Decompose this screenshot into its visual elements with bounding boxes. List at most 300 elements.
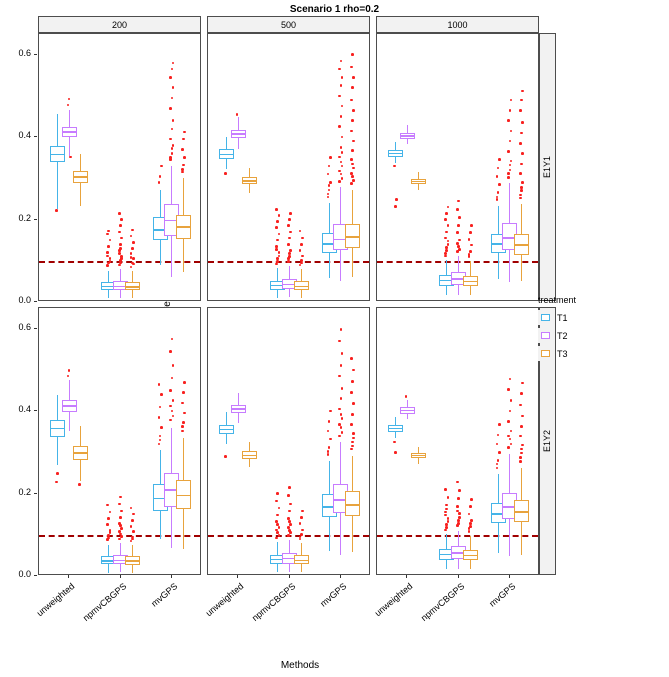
outlier-point xyxy=(496,198,499,201)
outlier-point xyxy=(278,507,281,510)
boxplot-median xyxy=(176,495,191,497)
outlier-point xyxy=(352,432,355,435)
outlier-point xyxy=(520,186,523,189)
outlier-point xyxy=(181,168,184,171)
outlier-point xyxy=(278,534,281,537)
outlier-point xyxy=(444,514,447,517)
x-tick-label: mvGPS xyxy=(149,581,180,609)
outlier-point xyxy=(520,392,523,395)
outlier-point xyxy=(352,109,355,112)
outlier-point xyxy=(498,158,501,161)
outlier-point xyxy=(521,382,524,385)
outlier-point xyxy=(340,173,343,176)
outlier-point xyxy=(276,523,279,526)
legend-label: T2 xyxy=(557,330,568,341)
outlier-point xyxy=(470,498,473,501)
facet-strip-row: E1Y1 xyxy=(539,33,556,301)
outlier-point xyxy=(118,538,121,541)
outlier-point xyxy=(289,531,292,534)
outlier-point xyxy=(171,97,174,100)
y-tick-mark xyxy=(34,219,37,220)
outlier-point xyxy=(158,383,161,386)
y-tick-mark xyxy=(34,136,37,137)
outlier-point xyxy=(496,467,499,470)
outlier-point xyxy=(288,237,291,240)
outlier-point xyxy=(169,138,172,141)
x-tick-mark xyxy=(509,575,510,578)
outlier-point xyxy=(338,170,341,173)
outlier-point xyxy=(510,160,513,163)
outlier-point xyxy=(118,212,121,215)
x-tick-mark xyxy=(171,575,172,578)
outlier-point xyxy=(521,152,524,155)
outlier-point xyxy=(520,99,523,102)
outlier-point xyxy=(456,510,459,513)
x-tick-mark xyxy=(120,575,121,578)
outlier-point xyxy=(55,481,58,484)
outlier-point xyxy=(183,156,186,159)
y-tick-mark xyxy=(34,575,37,576)
outlier-point xyxy=(67,375,70,378)
outlier-point xyxy=(510,430,513,433)
outlier-point xyxy=(181,425,184,428)
outlier-point xyxy=(328,446,331,449)
outlier-point xyxy=(299,230,302,233)
outlier-point xyxy=(447,224,450,227)
outlier-point xyxy=(498,451,501,454)
outlier-point xyxy=(507,446,510,449)
boxplot-median xyxy=(411,181,426,183)
x-tick-label: npmvCBGPS xyxy=(418,581,466,624)
outlier-point xyxy=(301,237,304,240)
outlier-point xyxy=(289,212,292,215)
outlier-point xyxy=(120,237,123,240)
legend-label: T1 xyxy=(557,312,568,323)
outlier-point xyxy=(287,517,290,520)
outlier-point xyxy=(468,513,471,516)
outlier-point xyxy=(300,516,303,519)
outlier-point xyxy=(507,420,510,423)
boxplot-median xyxy=(388,428,403,430)
outlier-point xyxy=(444,237,447,240)
outlier-point xyxy=(56,472,59,475)
legend-title: treatment xyxy=(538,295,577,305)
outlier-point xyxy=(405,395,408,398)
y-tick-label: 0.2 xyxy=(18,212,31,223)
outlier-point xyxy=(109,260,112,263)
outlier-point xyxy=(338,435,341,438)
outlier-point xyxy=(300,262,303,265)
outlier-point xyxy=(328,165,331,168)
boxplot-median xyxy=(176,226,191,228)
outlier-point xyxy=(496,175,499,178)
x-tick-mark xyxy=(406,575,407,578)
outlier-point xyxy=(340,146,343,149)
outlier-point xyxy=(329,181,332,184)
outlier-point xyxy=(109,531,112,534)
outlier-point xyxy=(519,456,522,459)
outlier-point xyxy=(520,452,523,455)
facet-panel xyxy=(376,307,539,575)
legend-item[interactable] xyxy=(538,346,576,361)
boxplot-median xyxy=(514,511,529,513)
outlier-point xyxy=(519,197,522,200)
outlier-point xyxy=(120,257,123,260)
outlier-point xyxy=(55,209,58,212)
boxplot-median xyxy=(411,455,426,457)
boxplot-median xyxy=(345,236,360,238)
outlier-point xyxy=(329,410,332,413)
outlier-point xyxy=(393,165,396,168)
boxplot-median xyxy=(231,408,246,410)
legend xyxy=(538,295,576,364)
outlier-point xyxy=(395,198,398,201)
outlier-point xyxy=(341,417,344,420)
outlier-point xyxy=(69,156,72,159)
outlier-point xyxy=(520,189,523,192)
outlier-point xyxy=(107,517,110,520)
boxplot-median xyxy=(463,281,478,283)
outlier-point xyxy=(447,496,450,499)
outlier-point xyxy=(341,151,344,154)
outlier-point xyxy=(496,463,499,466)
outlier-point xyxy=(172,364,175,367)
boxplot-median xyxy=(73,452,88,454)
outlier-point xyxy=(327,193,330,196)
outlier-point xyxy=(509,378,512,381)
outlier-point xyxy=(447,243,450,246)
outlier-point xyxy=(130,252,133,255)
outlier-point xyxy=(182,421,185,424)
outlier-point xyxy=(301,510,304,513)
outlier-point xyxy=(519,142,522,145)
outlier-point xyxy=(510,99,513,102)
y-tick-mark xyxy=(34,328,37,329)
x-tick-label: npmvCBGPS xyxy=(249,581,297,624)
facet-panel xyxy=(38,307,201,575)
outlier-point xyxy=(106,264,109,267)
outlier-point xyxy=(159,175,162,178)
outlier-point xyxy=(394,451,397,454)
legend-items xyxy=(538,310,576,361)
outlier-point xyxy=(171,152,174,155)
outlier-point xyxy=(131,247,134,250)
outlier-point xyxy=(497,434,500,437)
outlier-point xyxy=(458,248,461,251)
y-tick-label: 0.0 xyxy=(18,295,31,305)
outlier-point xyxy=(456,242,459,245)
facet-strip-col: 1000 xyxy=(376,16,539,33)
outlier-point xyxy=(120,218,123,221)
outlier-point xyxy=(340,60,343,63)
outlier-point xyxy=(456,250,459,253)
outlier-point xyxy=(351,163,354,166)
outlier-point xyxy=(182,138,185,141)
outlier-point xyxy=(181,430,184,433)
outlier-point xyxy=(521,121,524,124)
outlier-point xyxy=(458,489,461,492)
y-tick-mark xyxy=(34,493,37,494)
facet-strip-col: 200 xyxy=(38,16,201,33)
outlier-point xyxy=(130,507,133,510)
outlier-point xyxy=(445,504,448,507)
outlier-point xyxy=(68,369,71,372)
x-tick-label: unweighted xyxy=(203,581,246,619)
outlier-point xyxy=(288,520,291,523)
outlier-point xyxy=(509,410,512,413)
outlier-point xyxy=(444,511,447,514)
outlier-point xyxy=(350,99,353,102)
boxplot-median xyxy=(400,135,415,137)
outlier-point xyxy=(327,196,330,199)
outlier-point xyxy=(160,165,163,168)
outlier-point xyxy=(457,522,460,525)
outlier-point xyxy=(106,504,109,507)
outlier-point xyxy=(276,220,279,223)
outlier-point xyxy=(181,402,184,405)
boxplot-median xyxy=(125,560,140,562)
outlier-point xyxy=(300,243,303,246)
outlier-point xyxy=(160,393,163,396)
boxplot-median xyxy=(345,504,360,506)
outlier-point xyxy=(276,492,279,495)
outlier-point xyxy=(338,68,341,71)
boxplot-median xyxy=(219,154,234,156)
outlier-point xyxy=(132,530,135,533)
outlier-point xyxy=(352,76,355,79)
facet-strip-col: 500 xyxy=(207,16,370,33)
outlier-point xyxy=(169,76,172,79)
outlier-point xyxy=(278,214,281,217)
outlier-point xyxy=(340,84,343,87)
outlier-point xyxy=(327,453,330,456)
outlier-point xyxy=(444,488,447,491)
legend-item[interactable] xyxy=(538,310,576,325)
outlier-point xyxy=(350,158,353,161)
outlier-point xyxy=(183,412,186,415)
x-tick-mark xyxy=(458,575,459,578)
outlier-point xyxy=(340,115,343,118)
outlier-point xyxy=(183,381,186,384)
outlier-point xyxy=(172,399,175,402)
outlier-point xyxy=(458,516,461,519)
outlier-point xyxy=(328,189,331,192)
outlier-point xyxy=(171,128,174,131)
outlier-point xyxy=(456,505,459,508)
y-tick-label: 0.4 xyxy=(18,404,31,415)
outlier-point xyxy=(338,340,341,343)
outlier-point xyxy=(458,512,461,515)
outlier-point xyxy=(224,172,227,175)
outlier-point xyxy=(341,105,344,108)
x-tick-mark xyxy=(237,575,238,578)
outlier-point xyxy=(329,438,332,441)
outlier-point xyxy=(469,505,472,508)
boxplot-median xyxy=(50,154,65,156)
outlier-point xyxy=(444,218,447,221)
outlier-point xyxy=(107,245,110,248)
outlier-point xyxy=(159,435,162,438)
outlier-point xyxy=(352,167,355,170)
outlier-point xyxy=(299,249,302,252)
outlier-point xyxy=(350,66,353,69)
outlier-point xyxy=(67,104,70,107)
legend-key-swatch xyxy=(538,328,553,343)
outlier-point xyxy=(498,423,501,426)
outlier-point xyxy=(445,231,448,234)
outlier-point xyxy=(352,402,355,405)
outlier-point xyxy=(172,144,175,147)
outlier-point xyxy=(118,530,121,533)
boxplot-median xyxy=(242,455,257,457)
outlier-point xyxy=(329,156,332,159)
outlier-point xyxy=(351,53,354,56)
outlier-point xyxy=(236,113,239,116)
legend-label: T3 xyxy=(557,348,568,359)
outlier-point xyxy=(507,150,510,153)
boxplot-median xyxy=(50,428,65,430)
x-tick-mark xyxy=(68,575,69,578)
facet-strip-row: E1Y2 xyxy=(539,307,556,575)
outlier-point xyxy=(119,496,122,499)
outlier-point xyxy=(328,184,331,187)
outlier-point xyxy=(299,522,302,525)
outlier-point xyxy=(171,377,174,380)
outlier-point xyxy=(519,172,522,175)
boxplot-whisker xyxy=(57,114,58,209)
outlier-point xyxy=(341,136,344,139)
outlier-point xyxy=(327,450,330,453)
outlier-point xyxy=(341,431,344,434)
outlier-point xyxy=(169,419,172,422)
outlier-point xyxy=(275,208,278,211)
outlier-point xyxy=(182,164,185,167)
outlier-point xyxy=(470,224,473,227)
outlier-point xyxy=(352,437,355,440)
y-tick-label: 0.6 xyxy=(18,321,31,332)
outlier-point xyxy=(521,444,524,447)
outlier-point xyxy=(119,516,122,519)
outlier-point xyxy=(521,90,524,93)
outlier-point xyxy=(171,147,174,150)
outlier-point xyxy=(338,375,341,378)
outlier-point xyxy=(469,231,472,234)
outlier-point xyxy=(520,425,523,428)
outlier-point xyxy=(520,163,523,166)
outlier-point xyxy=(130,266,133,269)
outlier-point xyxy=(521,181,524,184)
outlier-point xyxy=(289,231,292,234)
outlier-point xyxy=(106,255,109,258)
boxplot-median xyxy=(514,244,529,246)
outlier-point xyxy=(341,387,344,390)
outlier-point xyxy=(288,486,291,489)
outlier-point xyxy=(288,510,291,513)
outlier-point xyxy=(447,517,450,520)
y-tick-label: 0.6 xyxy=(18,47,31,58)
outlier-point xyxy=(509,140,512,143)
outlier-point xyxy=(521,415,524,418)
outlier-point xyxy=(301,255,304,258)
outlier-point xyxy=(468,253,471,256)
boxplot-median xyxy=(62,131,77,133)
outlier-point xyxy=(278,233,281,236)
outlier-point xyxy=(497,191,500,194)
outlier-point xyxy=(519,109,522,112)
outlier-point xyxy=(470,244,473,247)
outlier-point xyxy=(276,260,279,263)
outlier-point xyxy=(456,208,459,211)
y-tick-mark xyxy=(34,301,37,302)
outlier-point xyxy=(456,481,459,484)
outlier-point xyxy=(107,537,110,540)
outlier-point xyxy=(119,524,122,527)
boxplot-median xyxy=(231,133,246,135)
outlier-point xyxy=(509,438,512,441)
outlier-point xyxy=(338,156,341,159)
outlier-point xyxy=(107,230,110,233)
outlier-point xyxy=(181,148,184,151)
outlier-point xyxy=(181,171,184,174)
boxplot-median xyxy=(463,555,478,557)
outlier-point xyxy=(172,415,175,418)
outlier-point xyxy=(171,410,174,413)
outlier-point xyxy=(158,181,161,184)
legend-item[interactable] xyxy=(538,328,576,343)
outlier-point xyxy=(119,262,122,265)
outlier-point xyxy=(158,443,161,446)
outlier-point xyxy=(118,503,121,506)
x-tick-mark xyxy=(340,575,341,578)
outlier-point xyxy=(352,369,355,372)
facet-panel xyxy=(38,33,201,301)
outlier-point xyxy=(275,537,278,540)
facet-panel xyxy=(207,307,370,575)
outlier-point xyxy=(287,494,290,497)
outlier-point xyxy=(394,205,397,208)
outlier-point xyxy=(497,459,500,462)
outlier-point xyxy=(288,252,291,255)
outlier-point xyxy=(351,119,354,122)
outlier-point xyxy=(351,441,354,444)
outlier-point xyxy=(351,413,354,416)
outlier-point xyxy=(457,224,460,227)
outlier-point xyxy=(447,520,450,523)
outlier-point xyxy=(507,172,510,175)
outlier-point xyxy=(287,260,290,263)
outlier-point xyxy=(340,328,343,331)
outlier-point xyxy=(509,169,512,172)
outlier-point xyxy=(278,251,281,254)
outlier-point xyxy=(119,243,122,246)
outlier-point xyxy=(160,426,163,429)
outlier-point xyxy=(119,224,122,227)
boxplot-median xyxy=(125,286,140,288)
outlier-point xyxy=(158,416,161,419)
boxplot-median xyxy=(242,180,257,182)
outlier-point xyxy=(120,510,123,513)
outlier-point xyxy=(444,255,447,258)
outlier-point xyxy=(341,76,344,79)
outlier-point xyxy=(118,252,121,255)
outlier-point xyxy=(507,435,510,438)
outlier-point xyxy=(132,241,135,244)
outlier-point xyxy=(131,229,134,232)
outlier-point xyxy=(278,526,281,529)
x-tick-label: mvGPS xyxy=(487,581,518,609)
outlier-point xyxy=(68,98,71,101)
outlier-point xyxy=(338,180,341,183)
